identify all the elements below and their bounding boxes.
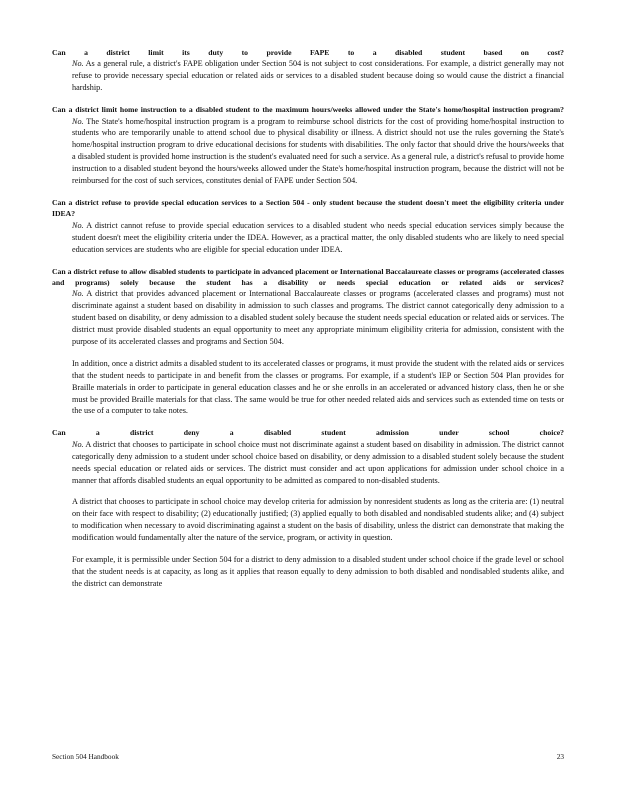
- page-footer: [52, 752, 564, 761]
- answer-text: The State's home/hospital instruction program is a program to reimburse school districts for the cost of providing home/hospital instruction to students who are temporarily unable to attend school due to physical disability or illness. A district should not use the rules governing the State's home/hospital instruction program to drive educational decisions for students with disabilities. The only factor that should drive the hours/weeks that a disabled student is provided home instruction is the student's evaluated need for such a service. As a general rule, a district's refusal to provide home instruction to a disabled student beyond the hours/weeks allowed under the State's home/hospital instruction program, because the district will not be reimbursed for the cost of such services, constitutes denial of FAPE under Section 504.: [72, 116, 564, 186]
- answer-paragraph: [72, 288, 564, 348]
- qa-section-1: [52, 47, 564, 94]
- question-heading: Can a district deny a disabled student admission under school choice?: [52, 428, 564, 438]
- answer-paragraph: [72, 58, 564, 94]
- answer-lead: No.: [72, 439, 84, 449]
- question-heading: Can a district limit its duty to provide FAPE to a disabled student based on cost?: [52, 48, 564, 57]
- answer-paragraph: [72, 554, 564, 590]
- answer-paragraph: [72, 358, 564, 418]
- question-heading: Can a district refuse to allow disabled students to participate in advanced placement or International Baccalaureate classes or programs (accelerated classes and programs) solely because the student has a disability or needs special education or related aids or services?: [52, 266, 564, 287]
- answer-text: A district that provides advanced placement or International Baccalaureate classes or programs (accelerated classes and programs) must not discriminate against a student based on disability in admission to such classes and programs. The district cannot categorically deny admission to a student based on disability, or deny admission to a disabled student solely because the student needs special education or related aids or services. The district must provide disabled students an equal opportunity to meet any appropriate minimum eligibility criteria for admission, consistent with the purpose of its accelerated classes and programs and Section 504.: [72, 289, 564, 346]
- qa-section-4: [52, 266, 564, 418]
- answer-paragraph: [72, 439, 564, 487]
- answer-text: A district cannot refuse to provide special education services to a disabled student who needs special education services simply because the student doesn't meet the eligibility criteria under the IDEA. However, as a practical matter, the only disabled students who are likely to need special education services are students who are eligible for special education under IDEA.: [72, 220, 564, 254]
- document-body: [52, 47, 564, 600]
- qa-section-2: [52, 104, 564, 187]
- answer-text: For example, it is permissible under Section 504 for a district to deny admission to a disabled student under school choice if the grade level or school that the student needs is at capacity, as long as it applies that reason equally to deny admission to both disabled and nondisabled students alike, and the district can demonstrate: [72, 555, 564, 588]
- question-heading: Can a district refuse to provide special education services to a Section 504 - only student because the student doesn't meet the eligibility criteria under IDEA?: [52, 197, 564, 219]
- answer-lead: No.: [72, 116, 84, 126]
- answer-text: A district that chooses to participate in school choice may develop criteria for admission by nonresident students as long as the criteria are: (1) neutral on their face with respect to disability; (2) educationally justified; (3) applied equally to both disabled and nondisabled students alike; and (4) subject to modification when necessary to avoid discriminating against a student on the basis of disability, unless the district can demonstrate that making the modification would fundamentally alter the nature of the service, program, or activity in question.: [72, 497, 564, 543]
- answer-text: In addition, once a district admits a disabled student to its accelerated classes or programs, it must provide the student with the related aids or services that the student needs to participate in and benefit from the classes or programs. For example, if a student's IEP or Section 504 Plan provides for Braille materials in order to participate in general education classes and he or she enrolls in an accelerated or advanced history class, then he or she must be provided Braille materials for that class. The same would be true for other needed related aids and services such as extended time on tests or the use of a computer to take notes.: [72, 358, 564, 416]
- answer-lead: No.: [72, 59, 84, 69]
- answer-text: A district that chooses to participate in school choice must not discriminate against a student based on disability in admission. The district cannot categorically deny admission to a student under school choice based on disability, or deny admission to a disabled student solely because the student needs special education or related aids or services. The district must consider and act upon applications for admission under school choice in a manner that affords disabled students an equal opportunity to be admitted as compared to non-disabled students.: [72, 439, 564, 485]
- answer-lead: No.: [72, 289, 84, 299]
- answer-paragraph: [72, 496, 564, 544]
- answer-paragraph: [72, 220, 564, 256]
- answer-paragraph: [72, 116, 564, 187]
- qa-section-3: [52, 197, 564, 256]
- footer-title: Section 504 Handbook: [52, 752, 119, 761]
- answer-lead: No.: [72, 220, 84, 230]
- answer-text: As a general rule, a district's FAPE obligation under Section 504 is not subject to cost considerations. For example, a district generally may not refuse to provide necessary special education or related aids or services to a disabled student because doing so would cause the district a financial hardship.: [72, 59, 564, 93]
- page-number: 23: [556, 752, 564, 761]
- question-heading: Can a district limit home instruction to a disabled student to the maximum hours/weeks allowed under the State's home/hospital instruction program?: [52, 105, 564, 115]
- qa-section-5: [52, 427, 564, 589]
